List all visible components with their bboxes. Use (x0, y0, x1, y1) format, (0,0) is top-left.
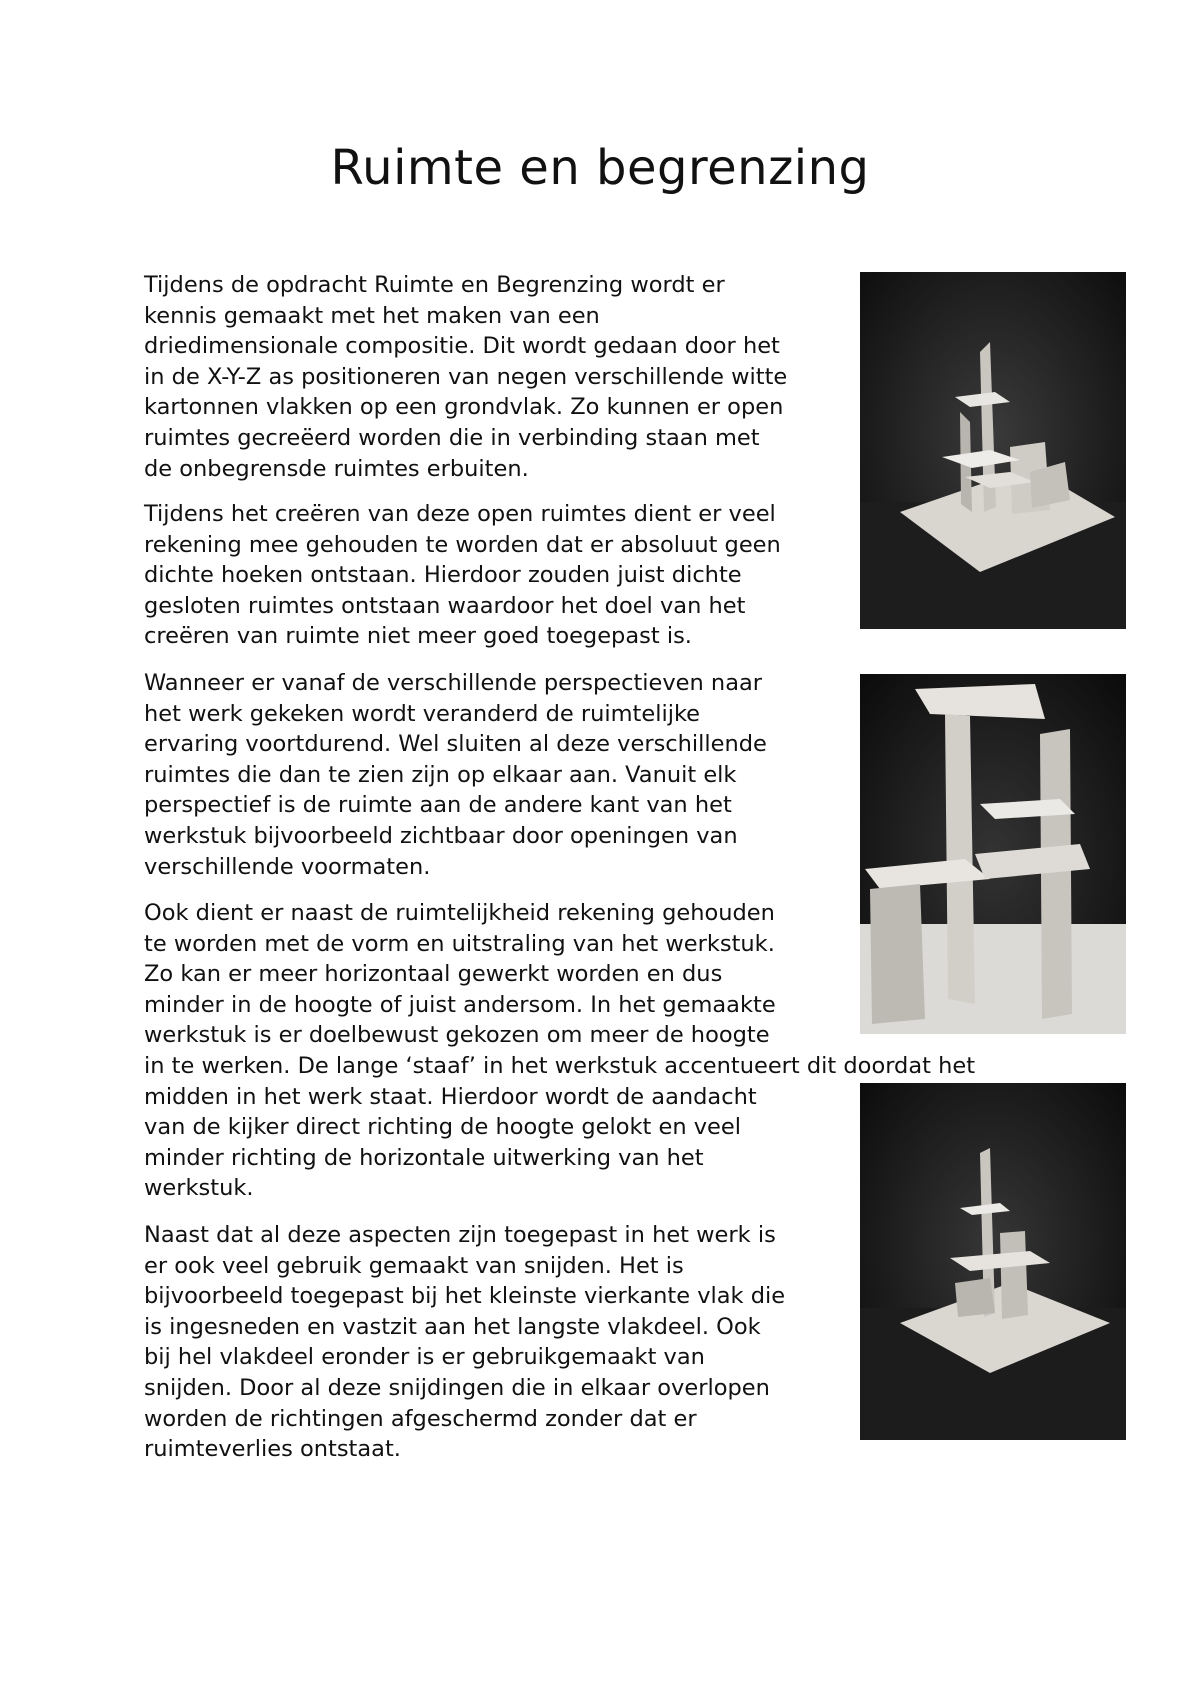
paragraph-3: Wanneer er vanaf de verschillende perspectieven naar het werk gekeken wordt veranderd de ruimtelijke ervaring voortdurend. Wel sluiten al deze verschillende ruimtes die dan te zien zijn op elkaar aan. Vanuit elk perspectief is de ruimte aan de andere kant van het werkstuk bijvoorbeeld zichtbaar door openingen van verschillende voormaten. (144, 670, 767, 880)
paragraph-1: Tijdens de opdracht Ruimte en Begrenzing wordt er kennis gemaakt met het maken van een driedimensionale compositie. Dit wordt gedaan door het in de X-Y-Z as positioneren van negen verschillende witte kartonnen vlakken op een grondvlak. Zo kunnen er open ruimtes gecreëerd worden die in verbinding staan met de onbegrensde ruimtes erbuiten. (144, 272, 788, 482)
model-photo-1 (860, 272, 1126, 629)
paragraph-4: Ook dient er naast de ruimtelijkheid rekening gehouden te worden met de vorm en uitstraling van het werkstuk. Zo kan er meer horizontaal gewerkt worden en dus minder in de hoogte of juist andersom. In het gemaakte werkstuk is er doelbewust gekozen om meer de hoogte in te werken. De lange ‘staaf’ in het werkstuk accentueert dit doordat het midden in het werk staat. Hierdoor wordt de aandacht van de kijker direct richting de hoogte gelokt en veel minder richting de horizontale uitwerking van het werkstuk. (144, 900, 976, 1202)
page-title: Ruimte en begrenzing (330, 140, 870, 196)
model-photo-3 (860, 1083, 1126, 1440)
model-photo-2 (860, 674, 1126, 1034)
paragraph-2: Tijdens het creëren van deze open ruimtes dient er veel rekening mee gehouden te worden dat er absoluut geen dichte hoeken ontstaan. Hierdoor zouden juist dichte gesloten ruimtes ontstaan waardoor het doel van het creëren van ruimte niet meer goed toegepast is. (144, 501, 781, 650)
paragraph-5: Naast dat al deze aspecten zijn toegepast in het werk is er ook veel gebruik gemaakt van snijden. Het is bijvoorbeeld toegepast bij het kleinste vierkante vlak die is ingesneden en vastzit aan het langste vlakdeel. Ook bij hel vlakdeel eronder is er gebruikgemaakt van snijden. Door al deze snijdingen die in elkaar overlopen worden de richtingen afgeschermd zonder dat er ruimteverlies ontstaat. (144, 1222, 786, 1463)
